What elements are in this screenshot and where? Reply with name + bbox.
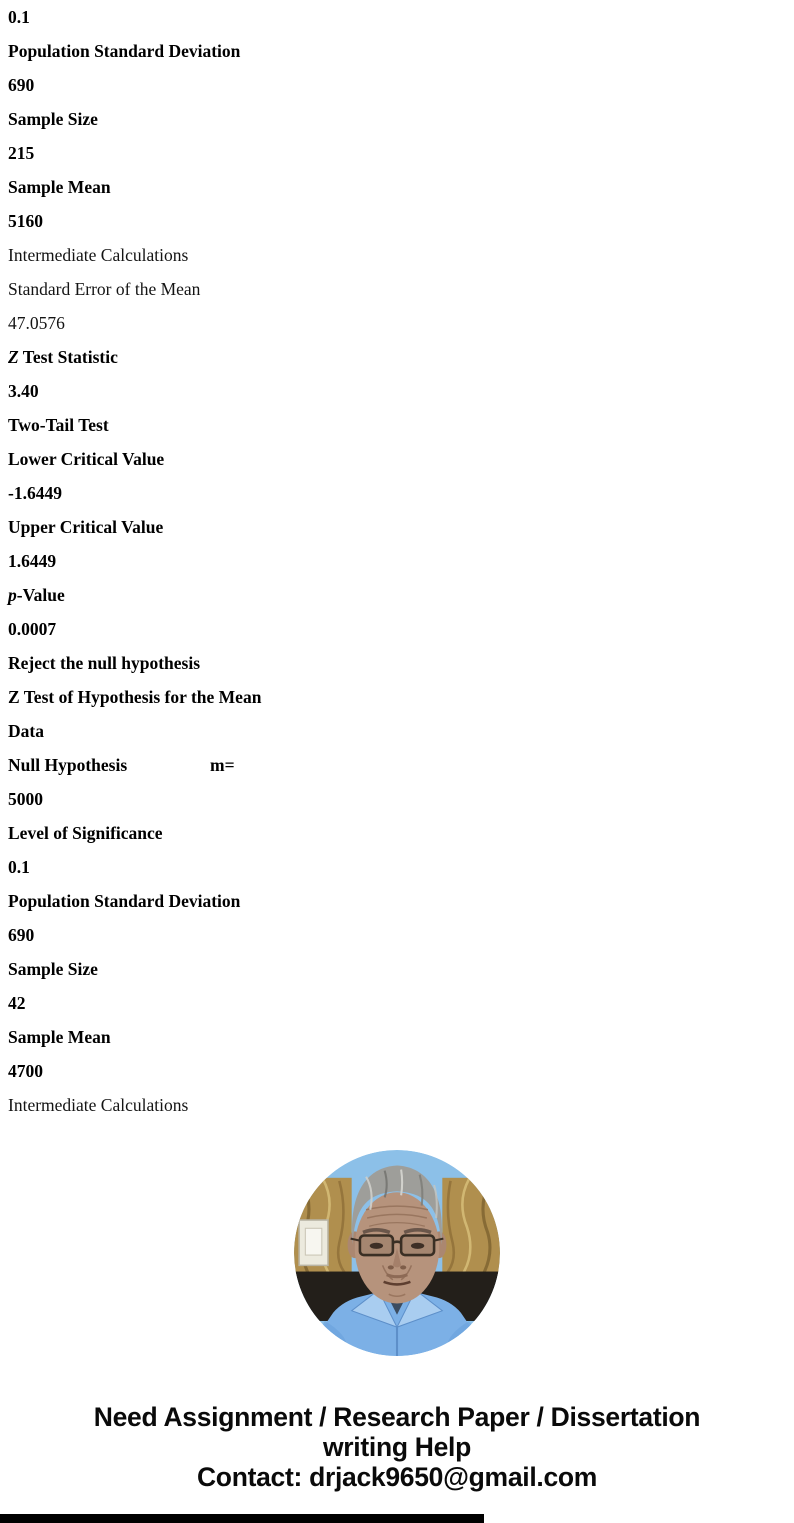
report-line [0, 748, 794, 782]
report-line-text: 4700 [8, 1061, 43, 1081]
report-line [0, 918, 794, 952]
report-line-text: m= [210, 755, 235, 775]
report-line-text: Null Hypothesis [8, 755, 128, 775]
report-line [0, 816, 794, 850]
report-line-text: Two-Tail Test [8, 415, 109, 435]
report-line-text: 690 [8, 75, 35, 95]
report-line-text: 5160 [8, 211, 43, 231]
report-line-text: Standard Error of the Mean [8, 279, 201, 299]
report-line [0, 544, 794, 578]
report-line-text: Sample Mean [8, 177, 111, 197]
promo-line-2: writing Help [322, 1432, 472, 1462]
report-line-text: Population Standard Deviation [8, 891, 241, 911]
report-line [0, 170, 794, 204]
report-line [0, 476, 794, 510]
report-line [0, 884, 794, 918]
report-line-text: Lower Critical Value [8, 449, 165, 469]
report-line-text: Intermediate Calculations [8, 1095, 189, 1115]
report-line-text: -Value [16, 585, 65, 605]
report-line-text: Population Standard Deviation [8, 41, 241, 61]
report-line-text: Z Test of Hypothesis for the Mean [8, 687, 262, 707]
video-progress-bar[interactable] [0, 1514, 484, 1523]
report-line-text: Intermediate Calculations [8, 245, 189, 265]
report-line-text: 1.6449 [8, 551, 57, 571]
report-line [0, 952, 794, 986]
presenter-photo-illustration [294, 1150, 500, 1356]
report-line-text: 47.0576 [8, 313, 65, 333]
video-progress-track[interactable] [0, 1514, 794, 1523]
report-line [0, 1088, 794, 1122]
report-line-text: Level of Significance [8, 823, 163, 843]
report-line [0, 680, 794, 714]
report-line [0, 238, 794, 272]
report-line [0, 714, 794, 748]
report-line-text: Sample Size [8, 959, 98, 979]
report-line [0, 1020, 794, 1054]
report-line-text: Data [8, 721, 44, 741]
report-line-text: Test Statistic [18, 347, 118, 367]
report-line-text: 0.1 [8, 857, 30, 877]
report-line [0, 0, 794, 34]
report-line [0, 34, 794, 68]
report-line [0, 986, 794, 1020]
report-line [0, 850, 794, 884]
report-line [0, 306, 794, 340]
report-line-text: 690 [8, 925, 35, 945]
report-line [0, 782, 794, 816]
report-line-text: Upper Critical Value [8, 517, 164, 537]
report-line [0, 578, 794, 612]
report-line-text: Reject the null hypothesis [8, 653, 201, 673]
report-line [0, 442, 794, 476]
report-line-text: Sample Mean [8, 1027, 111, 1047]
report-line [0, 408, 794, 442]
report-line [0, 272, 794, 306]
report-line-text: Z [8, 347, 19, 367]
promo-line-3: Contact: drjack9650@gmail.com [196, 1462, 598, 1492]
report-line-text: 5000 [8, 789, 43, 809]
report-line [0, 1054, 794, 1088]
report-line-text: p [8, 585, 17, 605]
report-line [0, 510, 794, 544]
report-line [0, 204, 794, 238]
report-line [0, 68, 794, 102]
report-line [0, 102, 794, 136]
presenter-avatar [294, 1150, 500, 1356]
report-line-text: 42 [8, 993, 26, 1013]
report-line [0, 136, 794, 170]
report-line-text: Sample Size [8, 109, 98, 129]
report-line-text: -1.6449 [8, 483, 62, 503]
report-line-text: 3.40 [8, 381, 39, 401]
report-line-text: 215 [8, 143, 35, 163]
promo-caption [0, 1402, 794, 1492]
report-line [0, 340, 794, 374]
report-line-text: 0.1 [8, 7, 30, 27]
report-line [0, 646, 794, 680]
report-line [0, 612, 794, 646]
report-line [0, 374, 794, 408]
promo-line-1: Need Assignment / Research Paper / Dissertation [93, 1402, 701, 1432]
report-line-text: 0.0007 [8, 619, 57, 639]
